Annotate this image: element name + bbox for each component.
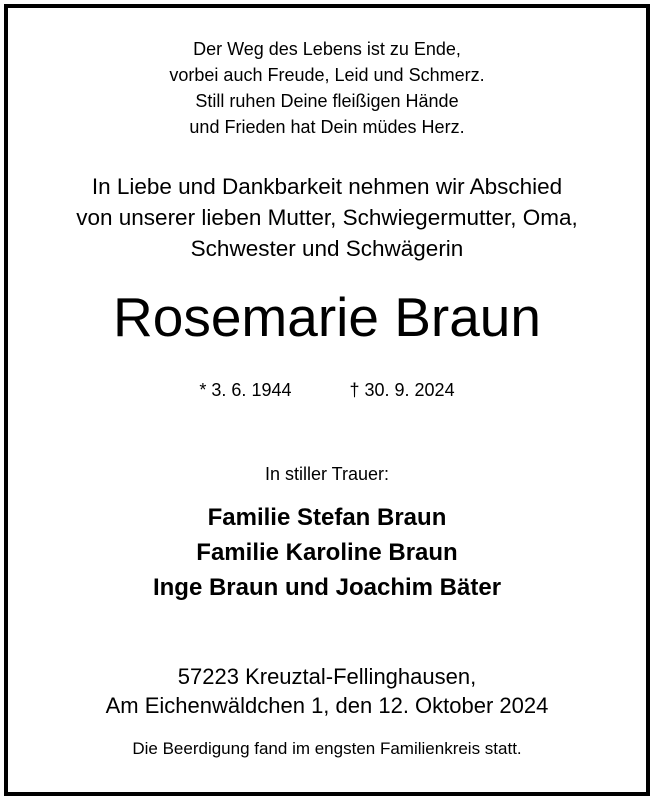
birth-date: * 3. 6. 1944 (199, 380, 292, 400)
poem-line: und Frieden hat Dein müdes Herz. (189, 117, 465, 137)
poem-line: vorbei auch Freude, Leid und Schmerz. (169, 65, 485, 85)
mourner-family: Inge Braun und Joachim Bäter (152, 574, 502, 601)
mourner-family: Familie Karoline Braun (196, 539, 458, 566)
intro-line: Schwester und Schwägerin (190, 236, 464, 261)
intro-line: von unserer lieben Mutter, Schwiegermutter, Oma, (76, 205, 578, 230)
deceased-name: Rosemarie Braun (113, 286, 541, 348)
poem (0, 36, 654, 140)
poem-line: Der Weg des Lebens ist zu Ende, (193, 39, 461, 59)
farewell-intro (0, 171, 654, 264)
address-line: Am Eichenwäldchen 1, den 12. Oktober 2024 (105, 693, 549, 718)
address-line: 57223 Kreuztal-Fellinghausen, (177, 664, 477, 689)
death-date: † 30. 9. 2024 (349, 380, 455, 400)
funeral-note: Die Beerdigung fand im engsten Familienkreis statt. (132, 739, 522, 758)
intro-line: In Liebe und Dankbarkeit nehmen wir Abschied (91, 174, 563, 199)
mourning-label: In stiller Trauer: (264, 464, 390, 484)
poem-line: Still ruhen Deine fleißigen Hände (195, 91, 459, 111)
life-dates (0, 378, 654, 402)
mourner-family: Familie Stefan Braun (207, 504, 447, 531)
address-and-date (0, 662, 654, 720)
mourners-list (0, 500, 654, 605)
